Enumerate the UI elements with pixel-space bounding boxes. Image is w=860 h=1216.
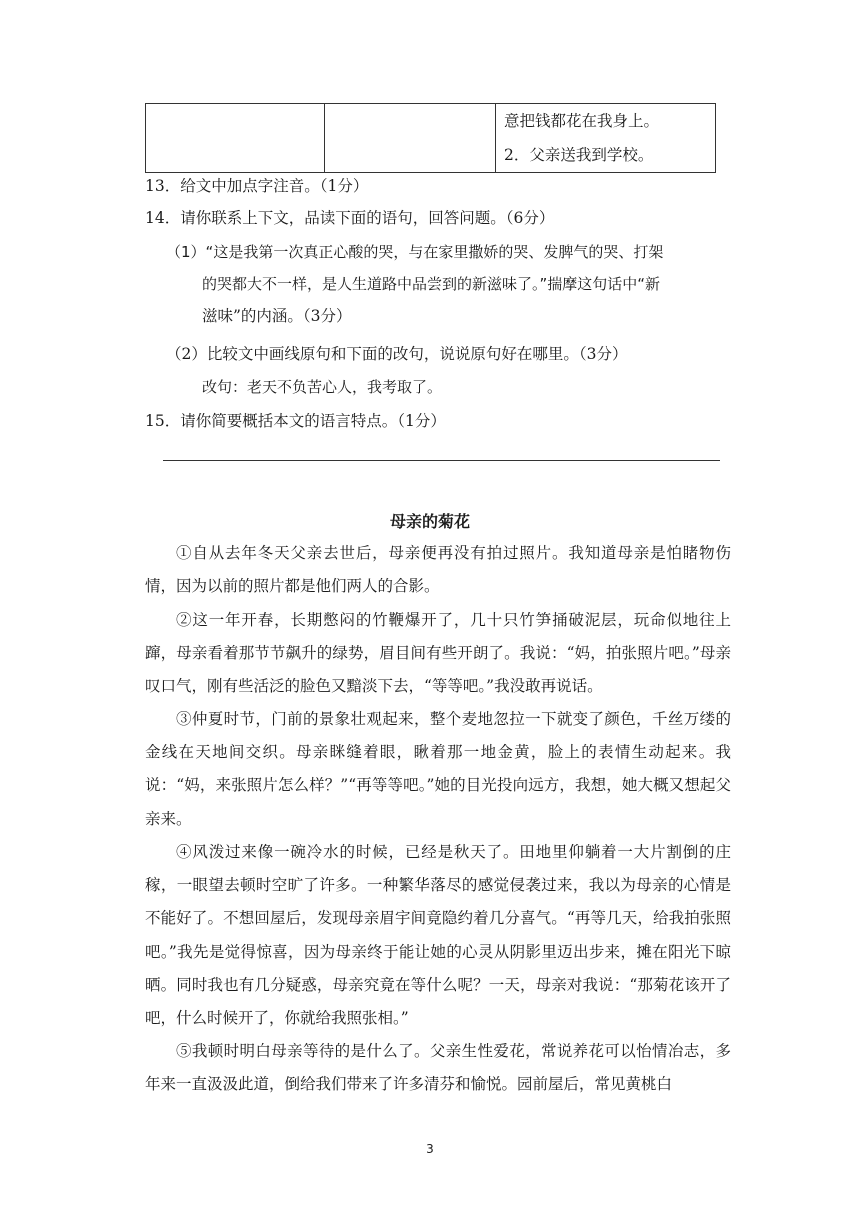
table-cell-2 [325,104,496,173]
answer-table [145,103,716,173]
article-paragraph: ③仲夏时节，门前的景象壮观起来，整个麦地忽拉一下就变了颜色，千丝万缕的金线在天地间交织。母亲眯缝着眼，瞅着那一地金黄，脸上的表情生动起来。我说：“妈，来张照片怎么样？”“再等等吧。”她的目光投向远方，我想，她大概又想起父亲来。 [145,710,731,828]
page-number: 3 [426,1142,434,1156]
article-paragraph: ②这一年开春，长期憋闷的竹鞭爆开了，几十只竹笋捅破泥层，玩命似地往上蹿，母亲看着那节节飙升的绿势，眉目间有些开朗了。我说：“妈，拍张照片吧。”母亲叹口气，刚有些活泛的脸色又黯淡下去，“等等吧。”我没敢再说话。 [145,611,731,696]
question-14-2-revised: 改句：老天不负苦心人，我考取了。 [202,378,443,396]
article-title: 母亲的菊花 [389,512,470,531]
article-paragraph: ①自从去年冬天父亲去世后，母亲便再没有拍过照片。我知道母亲是怕睹物伤情，因为以前的照片都是他们两人的合影。 [145,544,731,596]
question-15: 15．请你简要概括本文的语言特点。（1分） [145,412,446,430]
table-cell-1 [146,104,325,173]
question-14-1-line: 滋味”的内涵。（3分） [202,307,352,325]
article-paragraph: ⑤我顿时明白母亲等待的是什么了。父亲生性爱花，常说养花可以怡情冶志，多年来一直汲汲此道，倒给我们带来了许多清芬和愉悦。园前屋后，常见黄桃白 [145,1042,731,1094]
article-paragraph: ④风泼过来像一碗冷水的时候，已经是秋天了。田地里仰躺着一大片割倒的庄稼，一眼望去顿时空旷了许多。一种繁华落尽的感觉侵袭过来，我以为母亲的心情是不能好了。不想回屋后，发现母亲眉宇间竟隐约着几分喜气。“再等几天，给我拍张照吧。”我先是觉得惊喜，因为母亲终于能让她的心灵从阴影里迈出步来，摊在阳光下晾晒。同时我也有几分疑惑，母亲究竟在等什么呢？一天，母亲对我说：“那菊花该开了吧，什么时候开了，你就给我照张相。” [145,843,731,1028]
section-divider [163,460,720,461]
table-cell-line: 2．父亲送我到学校。 [504,146,654,164]
question-13: 13．给文中加点字注音。（1分） [145,177,369,195]
question-14-1-line: 的哭都大不一样，是人生道路中品尝到的新滋味了。”揣摩这句话中“新 [202,275,661,293]
question-14: 14．请你联系上下文，品读下面的语句，回答问题。（6分） [145,209,555,227]
question-14-2-line: （2）比较文中画线原句和下面的改句，说说原句好在哪里。（3分） [166,345,628,363]
table-cell-line: 意把钱都花在我身上。 [504,112,660,130]
question-14-1-line: （1）“这是我第一次真正心酸的哭，与在家里撒娇的哭、发脾气的哭、打架 [166,243,664,261]
table-cell-3 [496,104,716,173]
